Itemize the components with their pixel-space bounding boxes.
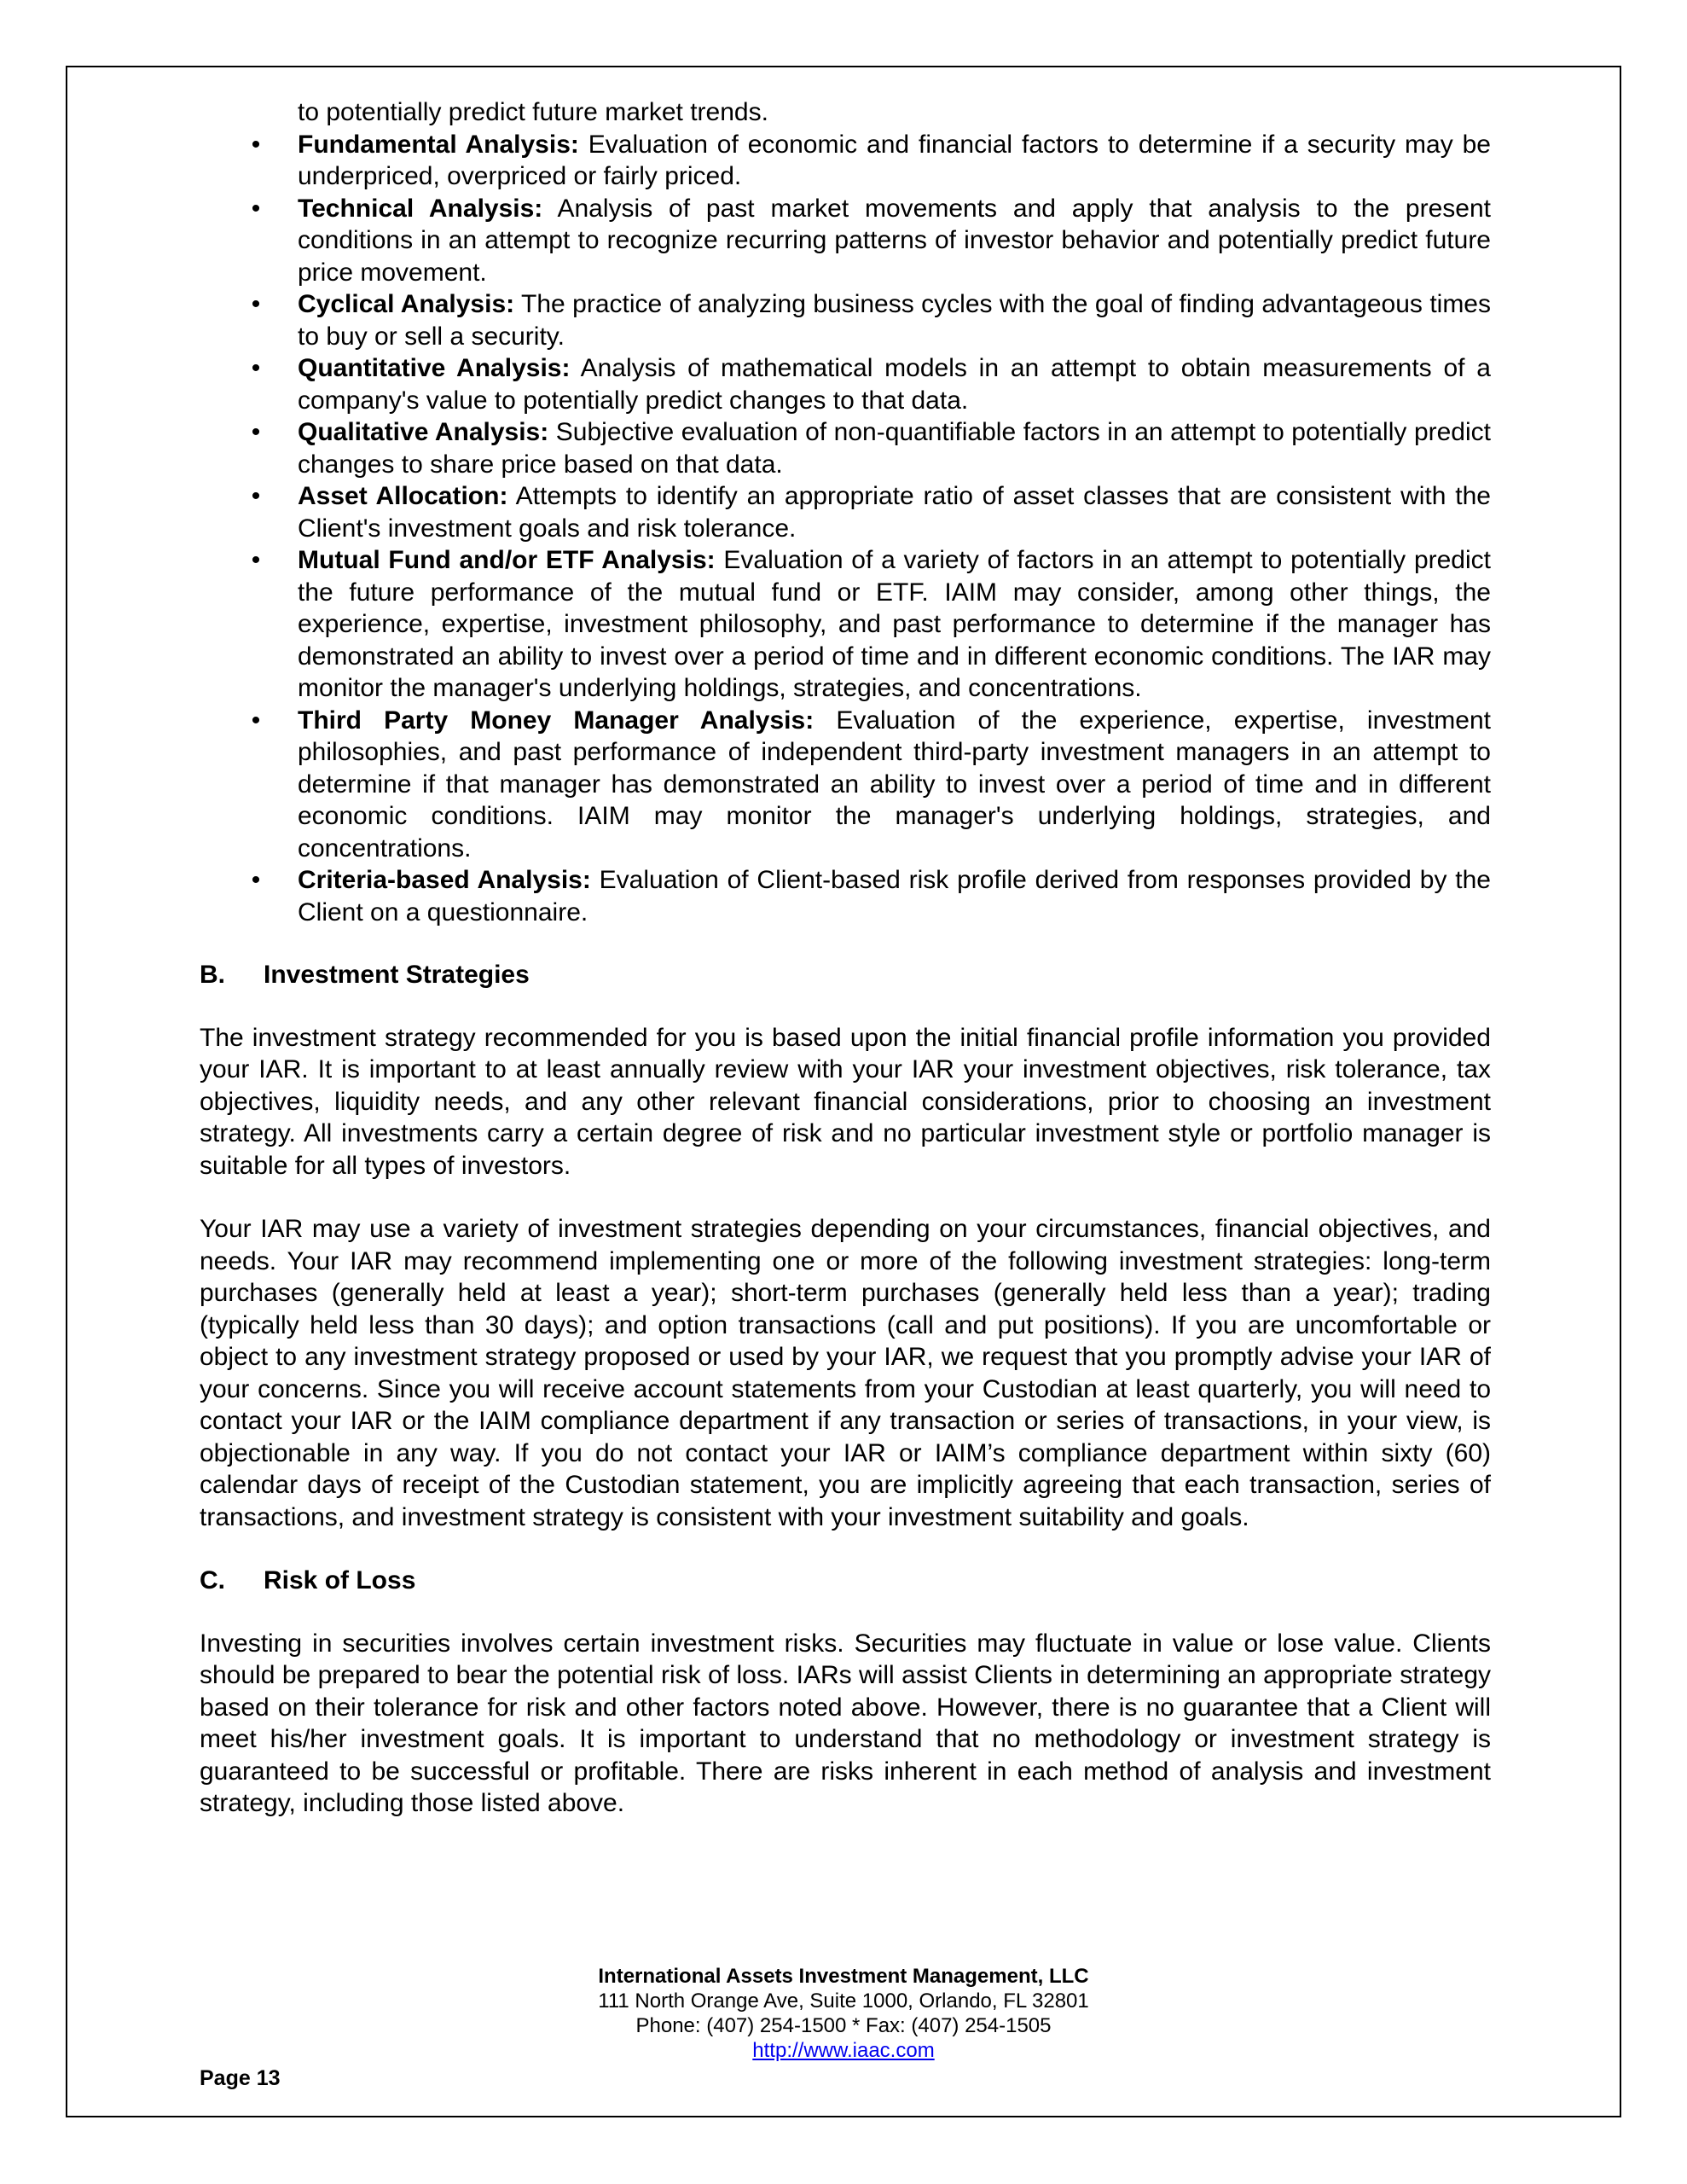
list-item-term: Third Party Money Manager Analysis: — [298, 706, 815, 735]
continuation-line: to potentially predict future market trends. — [298, 98, 768, 126]
list-item-text: Analysis of past market movements and apply that analysis to the present conditions in an attempt to recognize recurring patterns of investor behavior and potentially predict future price movement. — [298, 194, 1491, 287]
list-item — [200, 288, 1491, 352]
bullet-icon: • — [251, 546, 261, 574]
list-item-text: Evaluation of the experience, expertise, investment philosophies, and past performance of independent third-party investment managers in an attempt to determine if that manager has demonstrated an ability to invest over a period of time and in different economic conditions. IAIM may monitor the manager's underlying holdings, strategies, and concentrations. — [298, 706, 1491, 863]
list-item-term: Cyclical Analysis: — [298, 290, 515, 318]
bullet-icon: • — [251, 706, 261, 735]
list-item — [200, 129, 1491, 193]
list-item-text: Evaluation of economic and financial factors to determine if a security may be underpriced, overpriced or fairly priced. — [298, 130, 1491, 190]
list-item-term: Technical Analysis: — [298, 194, 543, 223]
list-item-term: Asset Allocation: — [298, 482, 508, 510]
list-item-term: Criteria-based Analysis: — [298, 866, 591, 894]
list-item-term: Quantitative Analysis: — [298, 354, 571, 382]
list-item-term: Fundamental Analysis: — [298, 130, 579, 159]
bullet-icon: • — [251, 866, 261, 894]
section-b-letter: B. — [200, 961, 225, 989]
list-item — [200, 480, 1491, 544]
document-body — [200, 96, 1491, 1851]
section-c-paragraph-1: Investing in securities involves certain investment risks. Securities may fluctuate in value or lose value. Clients should be prepared to bear the potential risk of loss. IARs will assist Clients in determining an appropriate strategy based on their tolerance for risk and other factors noted above. However, there is no guarantee that a Client will meet his/her investment goals. It is important to understand that no methodology or investment strategy is guaranteed to be successful or profitable. There are risks inherent in each method of analysis and investment strategy, including those listed above. — [200, 1629, 1491, 1817]
list-item-text: The practice of analyzing business cycles with the goal of finding advantageous times to buy or sell a security. — [298, 290, 1491, 351]
list-item — [200, 416, 1491, 480]
list-item — [200, 352, 1491, 416]
section-b-heading — [200, 959, 1491, 991]
footer-website-link[interactable]: http://www.iaac.com — [752, 2039, 935, 2062]
list-item — [200, 864, 1491, 928]
list-item — [200, 705, 1491, 865]
bullet-icon: • — [251, 482, 261, 510]
page-number: Page 13 — [200, 2066, 281, 2090]
footer-phone-fax: Phone: (407) 254-1500 * Fax: (407) 254-1505 — [635, 2014, 1052, 2037]
bullet-icon: • — [251, 194, 261, 223]
list-item-term: Mutual Fund and/or ETF Analysis: — [298, 546, 716, 574]
section-b-paragraph-1: The investment strategy recommended for you is based upon the initial financial profile information you provided your IAR. It is important to at least annually review with your IAR your investment objectives, risk tolerance, tax objectives, liquidity needs, and any other relevant financial considerations, prior to choosing an investment strategy. All investments carry a certain degree of risk and no particular investment style or portfolio manager is suitable for all types of investors. — [200, 1023, 1491, 1180]
page-footer — [66, 1964, 1621, 2063]
footer-address: 111 North Orange Ave, Suite 1000, Orlando, FL 32801 — [598, 1989, 1089, 2013]
list-item-text: Evaluation of Client-based risk profile derived from responses provided by the Client on a questionnaire. — [298, 866, 1491, 926]
section-c-letter: C. — [200, 1566, 225, 1594]
section-b-title: Investment Strategies — [264, 961, 530, 989]
analysis-methods-list — [200, 129, 1491, 929]
bullet-icon: • — [251, 130, 261, 159]
footer-company: International Assets Investment Management, LLC — [598, 1965, 1089, 1988]
list-item-text: Subjective evaluation of non-quantifiable factors in an attempt to potentially predict changes to share price based on that data. — [298, 418, 1491, 479]
list-item-text: Analysis of mathematical models in an attempt to obtain measurements of a company's value to potentially predict changes to that data. — [298, 354, 1491, 415]
list-item-text: Evaluation of a variety of factors in an attempt to potentially predict the future performance of the mutual fund or ETF. IAIM may consider, among other things, the experience, expertise, investment philosophy, and past performance to determine if the manager has demonstrated an ability to invest over a period of time and in different economic conditions. The IAR may monitor the manager's underlying holdings, strategies, and concentrations. — [298, 546, 1491, 702]
section-c-title: Risk of Loss — [264, 1566, 416, 1594]
bullet-icon: • — [251, 418, 261, 446]
list-item-text: Attempts to identify an appropriate ratio of asset classes that are consistent with the Client's investment goals and risk tolerance. — [298, 482, 1491, 543]
list-item — [200, 193, 1491, 289]
bullet-icon: • — [251, 354, 261, 382]
list-item — [200, 544, 1491, 705]
section-c-heading — [200, 1565, 1491, 1597]
section-b-paragraph-2: Your IAR may use a variety of investment strategies depending on your circumstances, financial objectives, and needs. Your IAR may recommend implementing one or more of the following investment strategies: long-term purchases (generally held at least a year); short-term purchases (generally held less than a year); trading (typically held less than 30 days); and option transactions (call and put positions). If you are uncomfortable or object to any investment strategy proposed or used by your IAR, we request that you promptly advise your IAR of your concerns. Since you will receive account statements from your Custodian at least quarterly, you will need to contact your IAR or the IAIM compliance department if any transaction or series of transactions, in your view, is objectionable in any way. If you do not contact your IAR or IAIM’s compliance department within sixty (60) calendar days of receipt of the Custodian statement, you are implicitly agreeing that each transaction, series of transactions, and investment strategy is consistent with your investment suitability and goals. — [200, 1215, 1491, 1531]
bullet-icon: • — [251, 290, 261, 318]
list-item-term: Qualitative Analysis: — [298, 418, 549, 446]
